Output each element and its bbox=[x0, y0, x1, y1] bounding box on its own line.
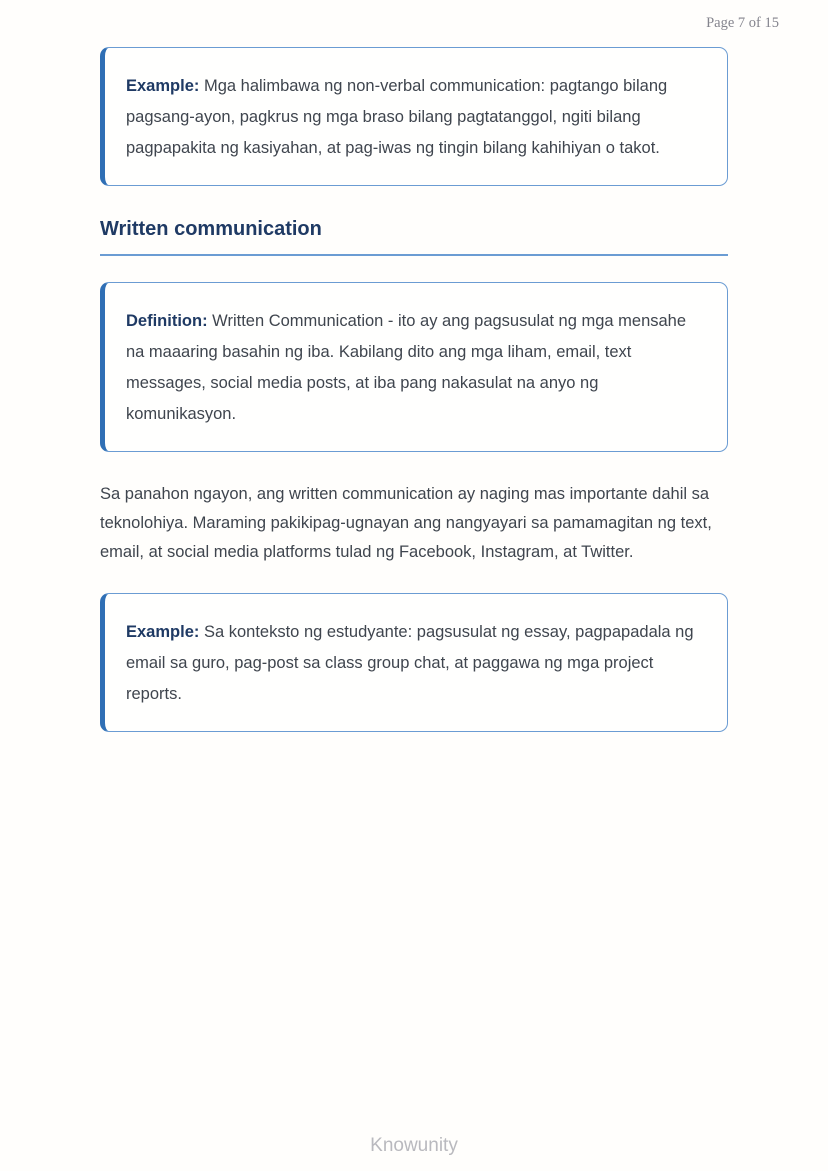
heading-divider bbox=[100, 254, 728, 256]
example-callout-1-text bbox=[126, 71, 701, 164]
example-callout-1 bbox=[100, 47, 728, 186]
definition-callout bbox=[100, 282, 728, 452]
section-heading: Written communication bbox=[100, 218, 322, 240]
example-callout-2 bbox=[100, 593, 728, 732]
definition-body: Written Communication - ito ay ang pagsusulat ng mga mensahe na maaaring basahin ng iba. Kabilang dito ang mga liham, email, text messages, social media posts, at iba pang nakasulat na anyo ng komunikasyon. bbox=[126, 312, 687, 423]
example-label: Example: bbox=[126, 623, 200, 641]
example-callout-2-text bbox=[126, 617, 701, 710]
definition-callout-text bbox=[126, 306, 701, 430]
example-label: Example: bbox=[126, 77, 200, 95]
example-body: Sa konteksto ng estudyante: pagsusulat ng essay, pagpapadala ng email sa guro, pag-post sa class group chat, at paggawa ng mga project reports. bbox=[126, 623, 694, 703]
definition-label: Definition: bbox=[126, 312, 208, 330]
document-content bbox=[100, 0, 728, 732]
body-paragraph: Sa panahon ngayon, ang written communication ay naging mas importante dahil sa teknolohiya. Maraming pakikipag-ugnayan ang nangyayari sa pamamagitan ng text, email, at social media platforms tulad ng Facebook, Instagram, at Twitter. bbox=[100, 485, 712, 561]
page-indicator: Page 7 of 15 bbox=[706, 15, 779, 31]
watermark: Knowunity bbox=[370, 1135, 458, 1156]
example-body: Mga halimbawa ng non-verbal communication: pagtango bilang pagsang-ayon, pagkrus ng mga braso bilang pagtatanggol, ngiti bilang pagpapakita ng kasiyahan, at pag-iwas ng tingin bilang kahihiyan o takot. bbox=[126, 77, 668, 157]
